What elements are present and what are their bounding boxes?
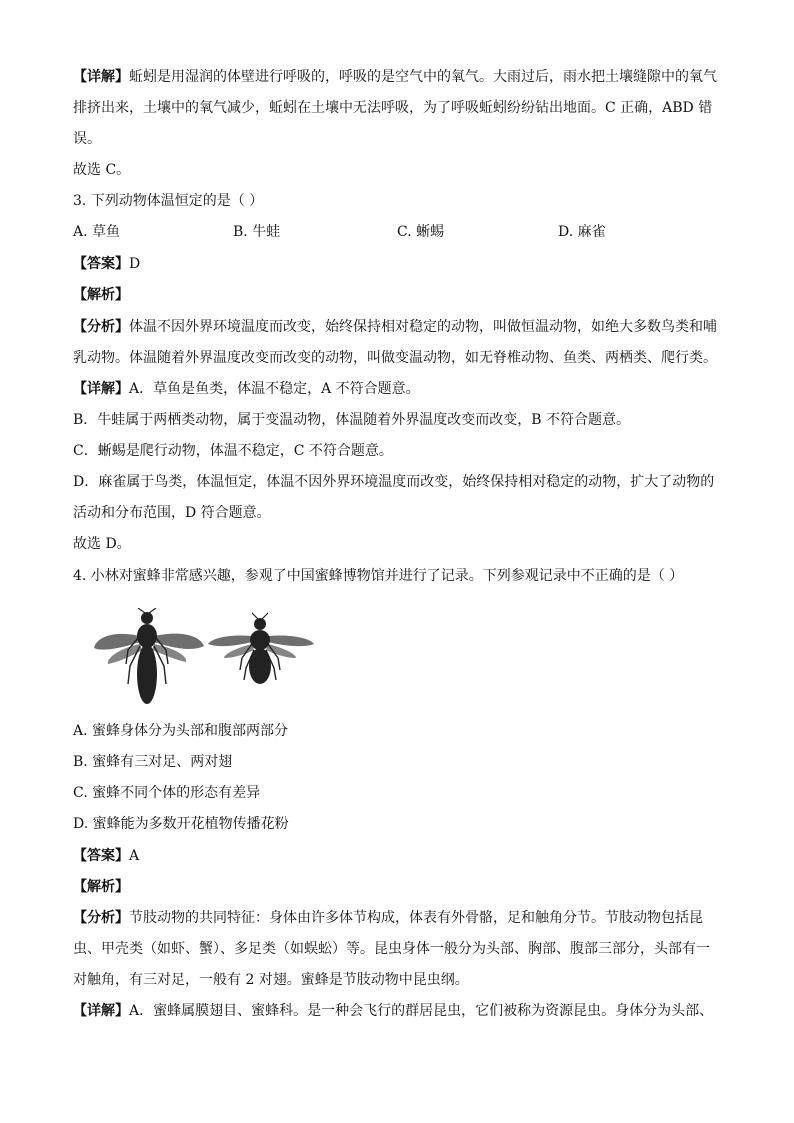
q2-detail-line-3: 误。 — [73, 131, 101, 147]
bee-figure — [92, 608, 322, 714]
q4-stem: 4. 小林对蜜蜂非常感兴趣，参观了中国蜜蜂博物馆并进行了记录。下列参观记录中不正确的是（ ） — [73, 568, 684, 584]
q3-fenxi-line-2: 乳动物。体温随着外界温度改变而改变的动物，叫做变温动物，如无脊椎动物、鱼类、两栖类、爬行类。 — [73, 350, 717, 366]
q3-option-b: B. 牛蛙 — [233, 224, 281, 240]
q4-fenxi-line-1: 【分析】节肢动物的共同特征：身体由许多体节构成，体表有外骨骼，足和触角分节。节肢动物包括昆 — [73, 910, 703, 926]
q3-detail-a: 【详解】A．草鱼是鱼类，体温不稳定，A 不符合题意。 — [73, 381, 420, 397]
q3-detail-d-2: 活动和分布范围，D 符合题意。 — [73, 505, 271, 521]
bee-right-icon — [208, 613, 314, 684]
detail-tag: 【详解】 — [73, 1003, 129, 1019]
q4-analysis-tag: 【解析】 — [73, 879, 129, 895]
bee-left-icon — [94, 608, 204, 704]
q4-fenxi-line-3: 对触角，有三对足，一般有 2 对翅。蜜蜂是节肢动物中昆虫纲。 — [73, 972, 469, 988]
q3-fenxi-line-1: 【分析】体温不因外界环境温度而改变，始终保持相对稳定的动物，叫做恒温动物，如绝大多数鸟类和哺 — [73, 319, 717, 335]
answer-value: A — [129, 848, 140, 864]
answer-tag: 【答案】 — [73, 256, 129, 272]
detail-tag: 【详解】 — [73, 69, 129, 85]
q3-option-a: A. 草鱼 — [73, 224, 121, 240]
q3-detail-b: B．牛蛙属于两栖类动物，属于变温动物，体温随着外界温度改变而改变，B 不符合题意。 — [73, 412, 631, 428]
answer-tag: 【答案】 — [73, 848, 129, 864]
q3-stem: 3. 下列动物体温恒定的是（ ） — [73, 193, 264, 209]
fenxi-tag: 【分析】 — [73, 910, 129, 926]
q4-detail-line-1: 【详解】A．蜜蜂属膜翅目、蜜蜂科。是一种会飞行的群居昆虫，它们被称为资源昆虫。身体分为头部、 — [73, 1003, 714, 1019]
fenxi-tag: 【分析】 — [73, 319, 129, 335]
q4-fenxi-line-2: 虫、甲壳类（如虾、蟹）、多足类（如蜈蚣）等。昆虫身体一般分为头部、胸部、腹部三部分，头部有一 — [73, 941, 710, 957]
q4-answer — [73, 847, 139, 865]
q3-conclusion: 故选 D。 — [73, 536, 131, 552]
q2-detail-line-1: 【详解】蚯蚓是用湿润的体壁进行呼吸的，呼吸的是空气中的氧气。大雨过后，雨水把土壤缝隙中的氧气 — [73, 69, 717, 85]
q4-option-a: A. 蜜蜂身体分为头部和腹部两部分 — [73, 723, 289, 739]
answer-value: D — [129, 256, 141, 272]
q3-analysis-tag: 【解析】 — [73, 287, 129, 303]
q4-option-d: D. 蜜蜂能为多数开花植物传播花粉 — [73, 816, 289, 832]
detail-tag: 【详解】 — [73, 381, 129, 397]
q3-detail-c: C．蜥蜴是爬行动物，体温不稳定，C 不符合题意。 — [73, 443, 393, 459]
q3-answer — [73, 255, 140, 273]
q4-option-c: C. 蜜蜂不同个体的形态有差异 — [73, 785, 261, 801]
q3-detail-d-1: D．麻雀属于鸟类，体温恒定，体温不因外界环境温度而改变，始终保持相对稳定的动物，扩大了动物的 — [73, 474, 715, 490]
q2-conclusion: 故选 C。 — [73, 162, 131, 178]
q3-option-d: D. 麻雀 — [558, 224, 606, 240]
q3-option-c: C. 蜥蜴 — [397, 224, 445, 240]
q4-option-b: B. 蜜蜂有三对足、两对翅 — [73, 754, 233, 770]
q2-detail-line-2: 排挤出来，土壤中的氧气减少，蚯蚓在土壤中无法呼吸，为了呼吸蚯蚓纷纷钻出地面。C 正确，ABD 错 — [73, 100, 713, 116]
